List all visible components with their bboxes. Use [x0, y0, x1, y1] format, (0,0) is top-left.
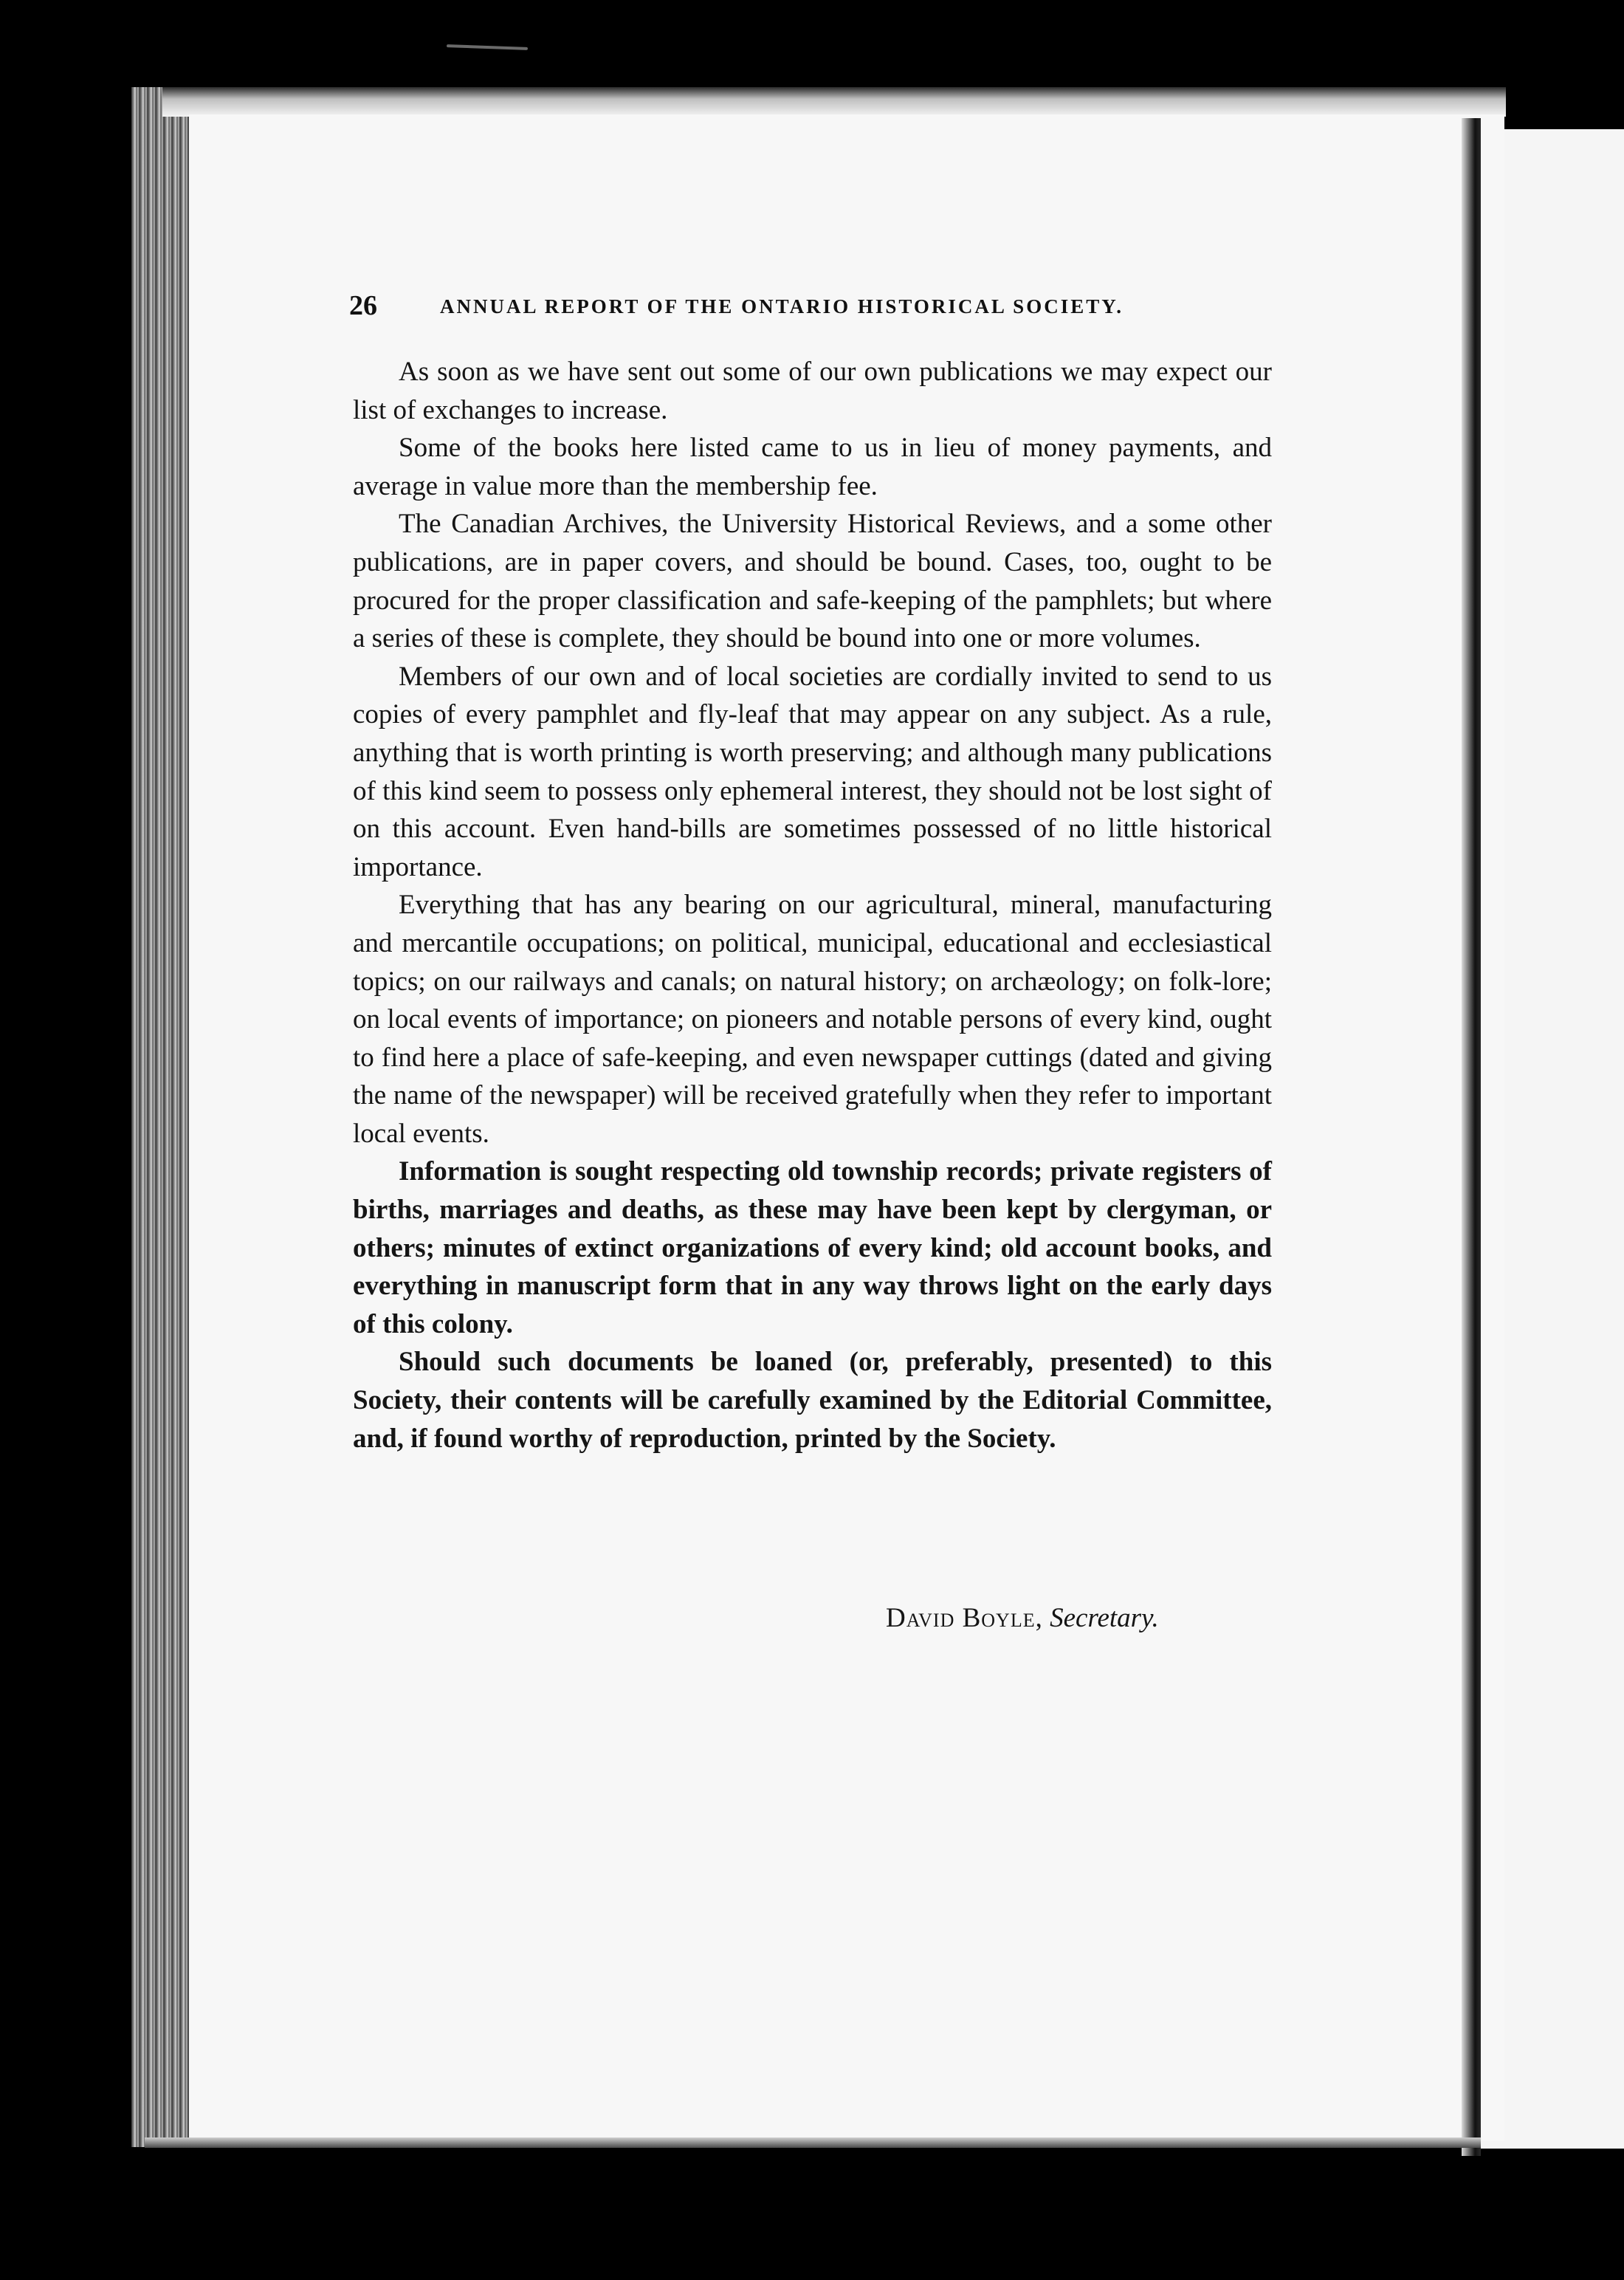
- signature-title: Secretary.: [1050, 1603, 1159, 1633]
- book-gutter: [1462, 118, 1481, 2156]
- paragraph-information-sought: Information is sought respecting old township records; private registers of births, marriages and deaths, as these may have been kept by clergyman, or others; minutes of extinct organizations of every kind; old account books, and everything in manuscript form that in any way throws light on the early days of this colony.: [353, 1156, 1272, 1339]
- stacked-page-edges: [131, 87, 189, 2147]
- paragraph-archives-binding: The Canadian Archives, the University Historical Reviews, and a some other publications, are in paper covers, and should be bound. Cases, too, ought to be procured for the proper classification and safe-keeping of the pamphlets; but where a series of these is complete, they should be bound into one or more volumes.: [353, 509, 1272, 654]
- body-text: [353, 353, 1272, 1457]
- signature-name: David Boyle,: [886, 1603, 1043, 1633]
- page-top-edge: [162, 87, 1506, 117]
- page-number: 26: [349, 290, 377, 321]
- paragraph-pamphlets-invitation: Members of our own and of local societies are cordially invited to send to us copies of every pamphlet and fly-leaf that may appear on any subject. As a rule, anything that is worth printing is worth preserving; and although many publications of this kind seem to possess only ephemeral interest, they should not be lost sight of on this account. Even hand-bills are sometimes possessed of no little historical importance.: [353, 661, 1272, 882]
- paragraph-exchanges: As soon as we have sent out some of our own publications we may expect our list of exchanges to increase.: [353, 357, 1272, 425]
- scan-artifact: [447, 44, 528, 50]
- paragraph-everything-bearing: Everything that has any bearing on our agricultural, mineral, manufacturing and mercantile occupations; on political, municipal, educational and ecclesiastical topics; on our railways and canals; on natural history; on archæology; on folk-lore; on local events of importance; on pioneers and notable persons of every kind, ought to find here a place of safe-keeping, and even newspaper cuttings (dated and giving the name of the newspaper) will be received gratefully when they refer to important local events.: [353, 890, 1272, 1149]
- signature-line: [886, 1602, 1159, 1634]
- running-head: ANNUAL REPORT OF THE ONTARIO HISTORICAL SOCIETY.: [440, 295, 1124, 317]
- page-header: [349, 289, 1272, 326]
- page-bottom-edge: [145, 2138, 1481, 2148]
- paragraph-books-in-lieu: Some of the books here listed came to us in lieu of money payments, and average in value more than the membership fee.: [353, 433, 1272, 501]
- paragraph-documents-loaned: Should such documents be loaned (or, preferably, presented) to this Society, their contents will be carefully examined by the Editorial Committee, and, if found worthy of reproduction, printed by the Society.: [353, 1347, 1272, 1454]
